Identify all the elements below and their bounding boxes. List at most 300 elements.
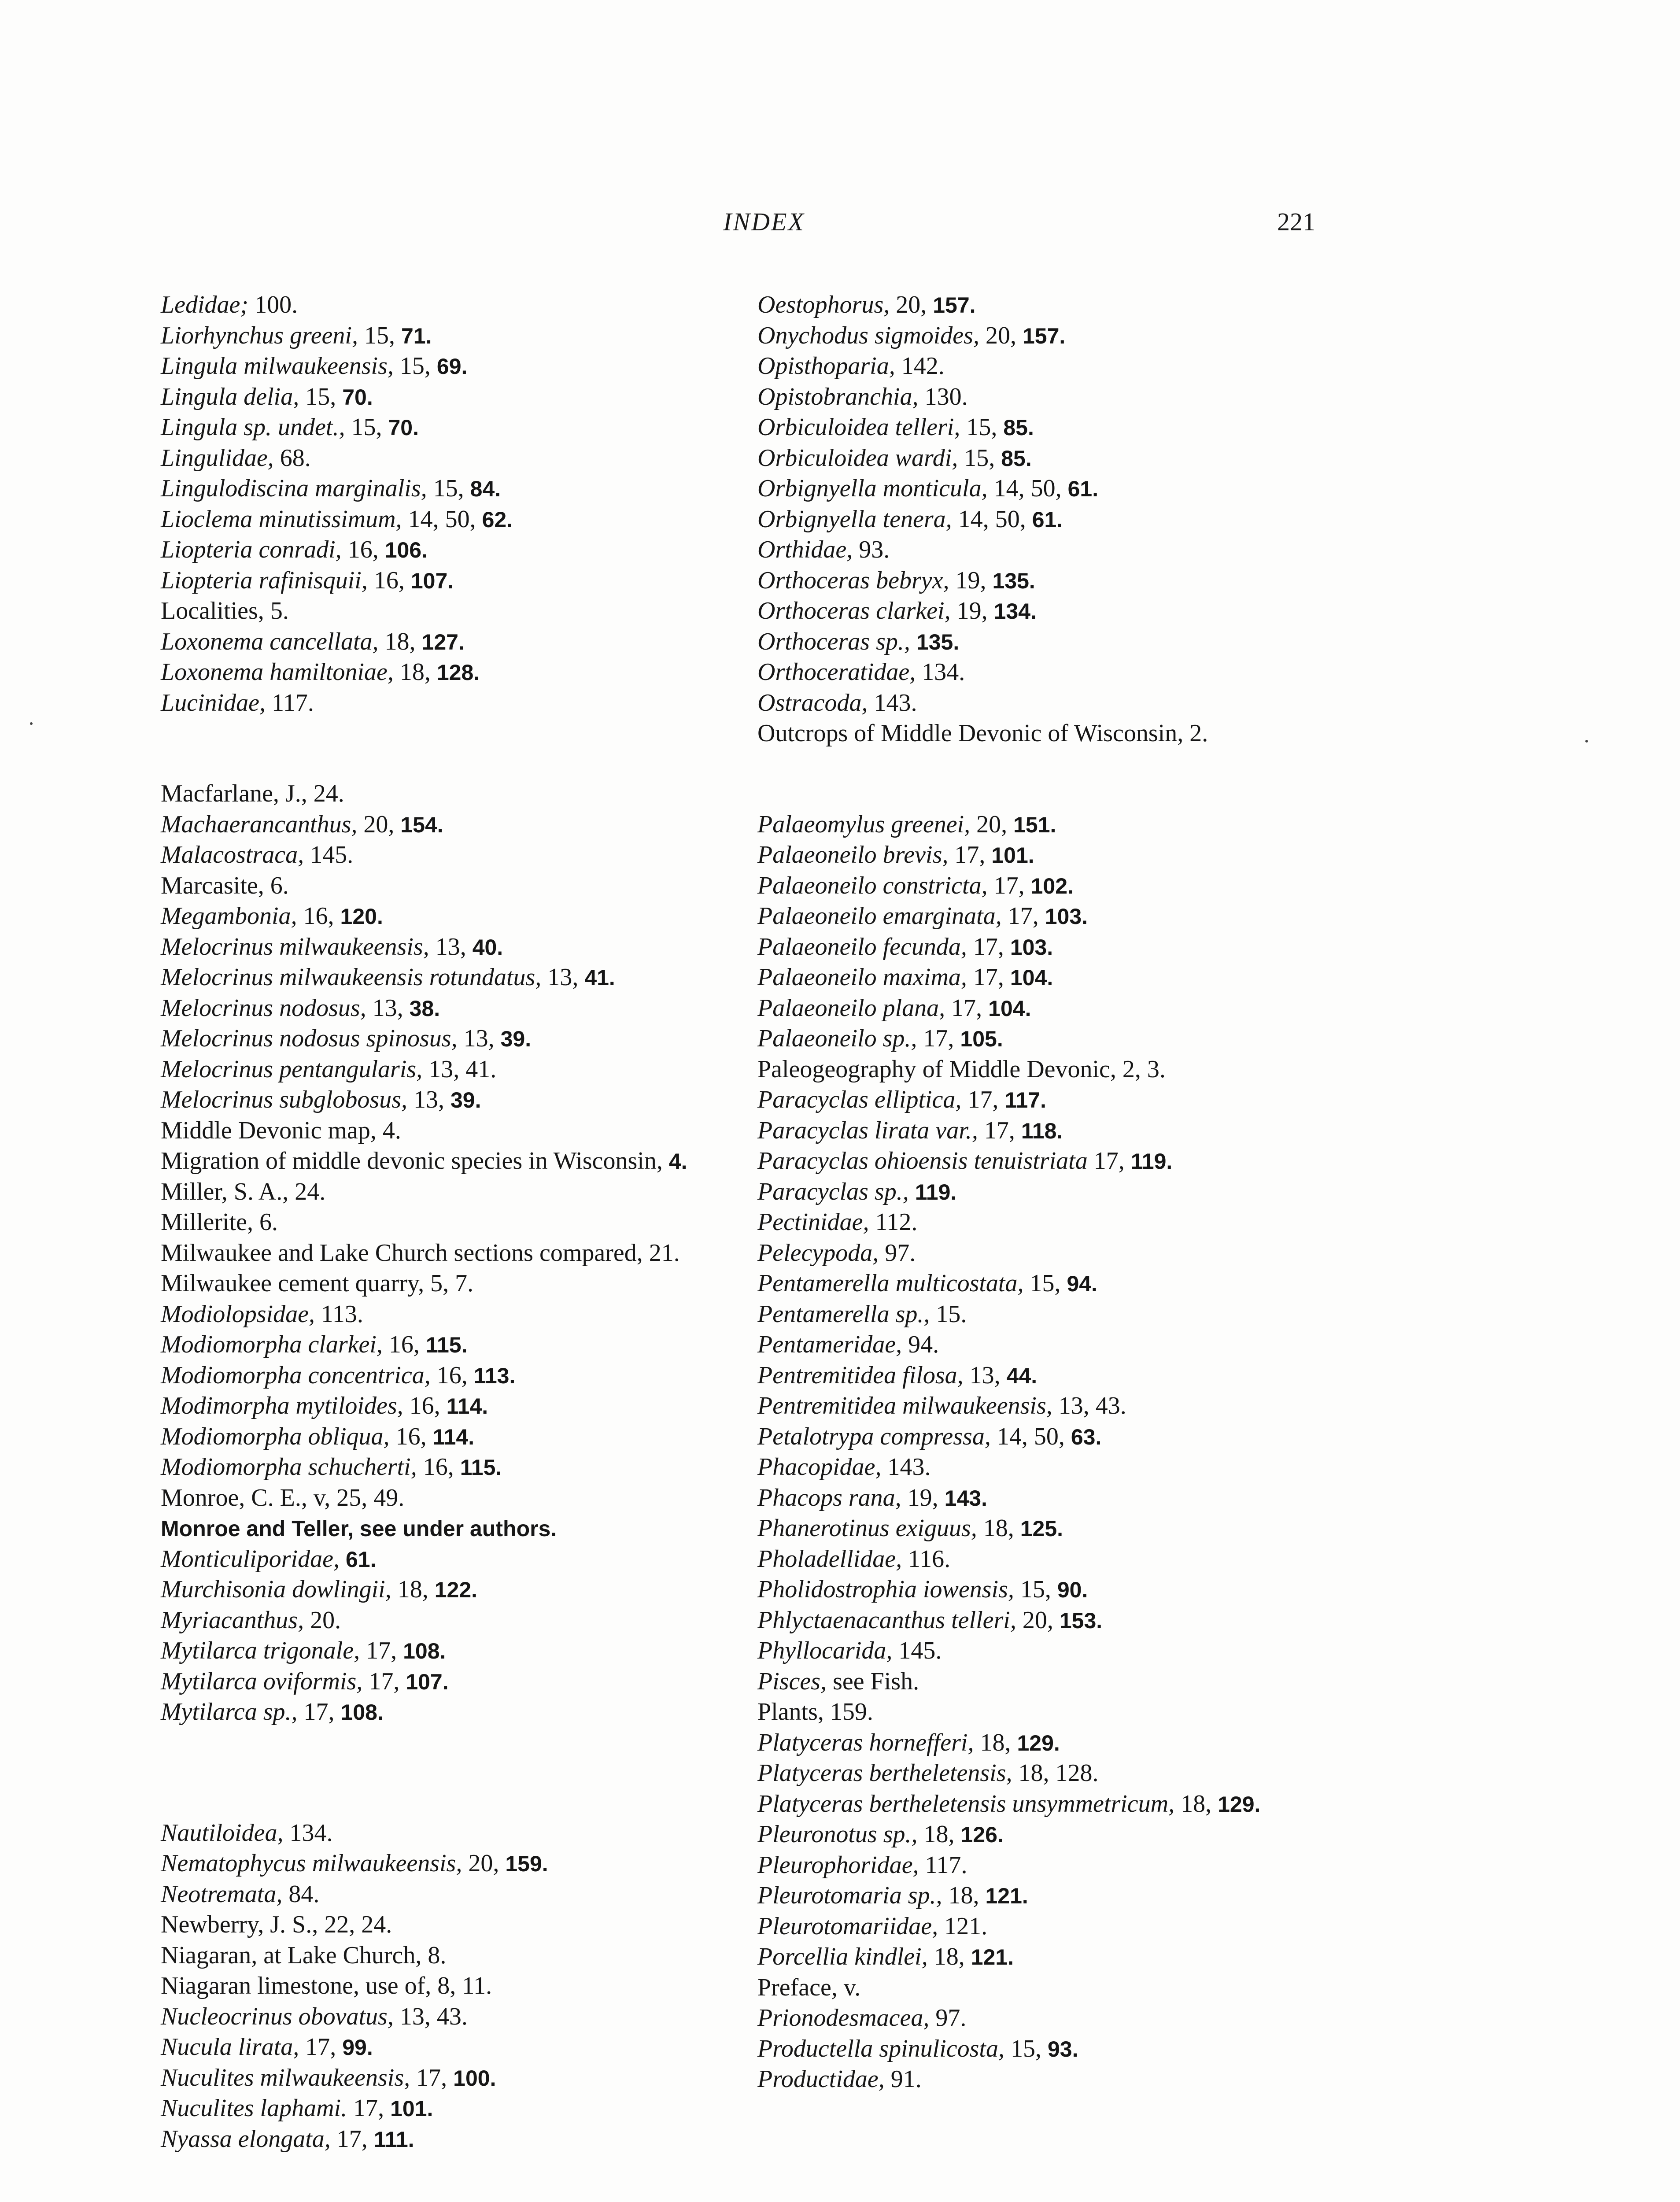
entry-term: Nuculites milwaukeensis, <box>161 2064 410 2091</box>
index-entry <box>161 1666 742 1697</box>
entry-term: Orthoceras clarkei, <box>757 597 951 624</box>
entry-principal-page: 115. <box>425 1333 468 1357</box>
entry-term: Ostracoda, <box>757 689 868 717</box>
entry-term: Murchisonia dowlingii, <box>161 1576 391 1603</box>
entry-term: Lingula delia, <box>161 383 299 410</box>
entry-page-refs: 17, <box>410 2064 454 2091</box>
entry-principal-page: 85. <box>1001 446 1032 471</box>
entry-page-refs: 14, 50, <box>987 475 1068 502</box>
entry-principal-page: 61. <box>345 1547 377 1572</box>
index-entry <box>757 657 1339 688</box>
entry-page-refs: 17, <box>1001 902 1045 930</box>
entry-page-refs: 117. <box>919 1851 967 1879</box>
entry-page-refs: 16, <box>403 1392 447 1419</box>
entry-principal-page: 157. <box>933 293 976 318</box>
entry-page-refs: 24. <box>307 780 344 807</box>
entry-term: Productidae, <box>757 2065 885 2093</box>
index-entry <box>757 473 1339 504</box>
entry-page-refs <box>663 1147 669 1175</box>
index-entry <box>161 1391 742 1422</box>
entry-page-refs: 22, 24. <box>318 1911 392 1938</box>
index-entry <box>161 809 742 840</box>
entry-page-refs: 18, <box>391 1576 435 1603</box>
entry-page-refs: 16, <box>341 536 385 563</box>
entry-page-refs: 17, <box>978 1116 1021 1144</box>
entry-term: Millerite, <box>161 1208 253 1236</box>
index-entry <box>161 2063 742 2094</box>
index-entry <box>757 1023 1339 1054</box>
entry-term: Melocrinus milwaukeensis rotundatus, <box>161 964 542 991</box>
entry-page-refs: 16, <box>367 566 411 594</box>
entry-page-refs: 14, 50, <box>402 505 482 533</box>
entry-term: Palaeoneilo fecunda, <box>757 933 967 961</box>
entry-principal-page: 69. <box>436 354 468 379</box>
entry-term: Melocrinus nodosus spinosus, <box>161 1025 458 1052</box>
entry-principal-page: 126. <box>960 1822 1004 1847</box>
entry-principal-page: 134. <box>993 599 1037 624</box>
entry-page-refs: 18, <box>917 1821 961 1848</box>
entry-term: Monticuliporidae, <box>161 1545 340 1573</box>
index-entry <box>757 412 1339 443</box>
index-entry <box>757 351 1339 382</box>
entry-term: Melocrinus milwaukeensis, <box>161 933 429 961</box>
entry-page-refs: 117. <box>265 689 314 717</box>
entry-term: Lucinidae, <box>161 689 266 717</box>
entry-page-refs: 20. <box>304 1606 341 1634</box>
entry-term: Loxonema cancellata, <box>161 628 379 655</box>
index-entry <box>161 1910 742 1940</box>
entry-term: Petalotrypa compressa, <box>757 1422 991 1450</box>
page-title: INDEX <box>723 207 805 236</box>
index-entry <box>161 1023 742 1054</box>
index-entry <box>161 382 742 413</box>
entry-term: Pectinidae, <box>757 1208 869 1236</box>
index-entry <box>757 1942 1339 1973</box>
index-entry <box>161 2002 742 2032</box>
entry-term: Orbignyella monticula, <box>757 475 988 502</box>
entry-page-refs: 6. <box>253 1208 278 1236</box>
entry-principal-page: 113. <box>473 1363 516 1388</box>
index-entry <box>757 1268 1339 1299</box>
entry-page-refs: 15, <box>960 414 1004 441</box>
index-entry <box>757 962 1339 993</box>
index-entry <box>757 1911 1339 1942</box>
index-entry <box>161 657 742 688</box>
entry-principal-page: 135. <box>992 568 1035 593</box>
index-entry <box>757 1360 1339 1391</box>
entry-term: Loxonema hamiltoniae, <box>161 658 394 686</box>
entry-page-refs: 18, <box>378 628 422 655</box>
index-entry <box>161 1299 742 1330</box>
entry-page-refs: 17, <box>967 964 1010 991</box>
entry-principal-page: 120. <box>340 904 383 929</box>
entry-page-refs: v. <box>837 1973 861 2001</box>
index-entry <box>757 535 1339 565</box>
entry-principal-page: Monroe and Teller, see under authors. <box>161 1516 557 1541</box>
entry-principal-page: 61. <box>1067 477 1099 501</box>
entry-term: Phacopidae, <box>757 1453 882 1481</box>
index-entry <box>161 1636 742 1666</box>
entry-term: Ledidae; <box>161 291 249 318</box>
entry-term: Lioclema minutissimum, <box>161 505 402 533</box>
index-entry <box>757 901 1339 932</box>
entry-principal-page: 90. <box>1057 1578 1088 1602</box>
group-spacer <box>757 749 1339 809</box>
entry-term: Melocrinus subglobosus, <box>161 1086 407 1113</box>
entry-term: Milwaukee cement quarry, <box>161 1270 425 1297</box>
entry-term: Platyceras bertheletensis, <box>757 1759 1012 1787</box>
entry-term: Liopteria conradi, <box>161 536 342 563</box>
entry-page-refs <box>909 1178 915 1205</box>
entry-page-refs: 6. <box>264 872 289 899</box>
group-spacer <box>161 1728 742 1818</box>
entry-page-refs: 145. <box>304 841 354 868</box>
index-entry <box>161 443 742 474</box>
index-entry <box>757 627 1339 658</box>
index-entry <box>161 596 742 627</box>
entry-term: Pleurotomaria sp., <box>757 1882 942 1909</box>
index-entry <box>757 1666 1339 1697</box>
index-entry <box>161 1238 742 1269</box>
entry-term: Nematophycus milwaukeensis, <box>161 1850 462 1877</box>
index-entry <box>161 290 742 321</box>
entry-page-refs: 19, <box>901 1484 945 1511</box>
entry-term: Phlyctaenacanthus telleri, <box>757 1606 1016 1634</box>
entry-page-refs: 17, <box>961 1086 1005 1113</box>
entry-page-refs: 116. <box>902 1545 951 1573</box>
index-entry <box>161 1207 742 1238</box>
entry-page-refs: 19, <box>950 597 994 624</box>
entry-principal-page: 114. <box>446 1394 488 1419</box>
entry-page-refs: 20, <box>357 810 401 838</box>
entry-page-refs: 16, <box>297 902 340 930</box>
entry-term: Modiomorpha clarkei, <box>161 1331 383 1358</box>
entry-page-refs: 14, 50, <box>952 505 1032 533</box>
index-entry <box>757 1574 1339 1605</box>
entry-term: Pisces, <box>757 1667 827 1695</box>
entry-term: Prionodesmacea, <box>757 2004 930 2032</box>
entry-principal-page: 159. <box>505 1851 548 1876</box>
entry-term: Productella spinulicosta, <box>757 2035 1004 2062</box>
entry-page-refs: v, 25, 49. <box>307 1484 405 1511</box>
entry-term: Nautiloidea, <box>161 1819 284 1847</box>
entry-principal-page: 115. <box>460 1455 502 1480</box>
entry-page-refs: 13, 41. <box>422 1055 497 1083</box>
entry-page-refs: 8, 11. <box>431 1972 492 1999</box>
entry-page-refs: 18, 128. <box>1012 1759 1099 1787</box>
entry-term: Marcasite, <box>161 872 264 899</box>
entry-term: Platyceras hornefferi, <box>757 1729 974 1756</box>
index-entry <box>161 1085 742 1116</box>
entry-page-refs <box>340 1545 346 1573</box>
index-entry <box>757 1146 1339 1177</box>
entry-term: Porcellia kindlei, <box>757 1943 928 1970</box>
index-entry <box>161 1544 742 1575</box>
index-entry <box>161 1848 742 1879</box>
entry-page-refs: 16, <box>389 1422 433 1450</box>
entry-page-refs: 17, <box>945 994 989 1022</box>
index-group-l <box>161 290 742 718</box>
entry-page-refs: 121. <box>938 1912 988 1940</box>
index-column-right <box>757 290 1339 2095</box>
entry-term: Palaeoneilo plana, <box>757 994 945 1022</box>
entry-term: Pentremitidea filosa, <box>757 1361 964 1389</box>
entry-term: Paracyclas lirata var., <box>757 1116 978 1144</box>
entry-page-refs: 13, <box>429 933 473 961</box>
entry-term: Phyllocarida, <box>757 1637 893 1664</box>
entry-principal-page: 94. <box>1067 1271 1098 1296</box>
index-entry <box>161 962 742 993</box>
entry-page-refs: 13, <box>366 994 410 1022</box>
entry-term: Mytilarca sp., <box>161 1698 298 1725</box>
index-entry <box>757 2003 1339 2034</box>
index-entry <box>757 321 1339 351</box>
entry-principal-page: 102. <box>1030 873 1074 898</box>
index-entry <box>757 1330 1339 1360</box>
entry-principal-page: 153. <box>1059 1608 1103 1633</box>
entry-page-refs: 4. <box>376 1116 401 1144</box>
entry-principal-page: 39. <box>450 1088 481 1112</box>
entry-term: Platyceras bertheletensis unsymmetricum, <box>757 1790 1175 1818</box>
entry-page-refs: 15, <box>1014 1576 1057 1603</box>
index-entry <box>161 932 742 963</box>
entry-principal-page: 105. <box>960 1027 1003 1051</box>
index-entry <box>757 1483 1339 1514</box>
entry-term: Malacostraca, <box>161 841 304 868</box>
entry-principal-page: 111. <box>373 2127 414 2152</box>
index-entry <box>757 1207 1339 1238</box>
entry-term: Pleurophoridae, <box>757 1851 919 1879</box>
entry-term: Migration of middle devonic species in Wisconsin, <box>161 1147 663 1175</box>
index-entry <box>757 1422 1339 1452</box>
entry-principal-page: 70. <box>342 384 373 410</box>
entry-page-refs: 17, <box>967 933 1010 961</box>
entry-page-refs: 13, <box>963 1361 1007 1389</box>
entry-term: Milwaukee and Lake Church sections compared, <box>161 1239 643 1267</box>
entry-page-refs: 134. <box>283 1819 333 1847</box>
entry-term: Lingulidae, <box>161 444 274 472</box>
entry-page-refs: 19, <box>949 566 993 594</box>
index-entry <box>161 1513 742 1544</box>
entry-term: Localities, <box>161 597 264 624</box>
index-entry <box>161 565 742 596</box>
index-entry <box>757 1513 1339 1544</box>
index-entry <box>161 1605 742 1636</box>
entry-page-refs: 112. <box>869 1208 918 1236</box>
entry-page-refs: 18, <box>977 1515 1020 1542</box>
entry-term: Lingula sp. undet., <box>161 414 345 441</box>
index-entry <box>161 1452 742 1483</box>
entry-page-refs: 18, <box>393 658 437 686</box>
entry-page-refs: 145. <box>892 1637 942 1664</box>
index-entry <box>757 596 1339 627</box>
index-entry <box>757 504 1339 535</box>
entry-page-refs: 15, <box>299 383 343 410</box>
entry-term: Pentremitidea milwaukeensis, <box>757 1392 1052 1419</box>
entry-page-refs: 84. <box>282 1880 320 1908</box>
index-entry <box>161 1940 742 1971</box>
entry-term: Mytilarca oviformis, <box>161 1667 363 1695</box>
entry-principal-page: 103. <box>1045 904 1088 929</box>
entry-term: Oestophorus, <box>757 291 890 318</box>
entry-page-refs: 13, <box>541 964 585 991</box>
index-entry <box>161 1422 742 1452</box>
index-entry <box>757 1789 1339 1820</box>
entry-principal-page: 121. <box>971 1945 1014 1969</box>
index-entry <box>161 1879 742 1910</box>
index-entry <box>161 840 742 871</box>
entry-term: Pholadellidae, <box>757 1545 902 1573</box>
entry-page-refs: 15, <box>1004 2035 1048 2062</box>
entry-term: Paracyclas ohioensis tenuistriata <box>757 1147 1088 1175</box>
index-entry <box>161 473 742 504</box>
entry-term: Lingulodiscina marginalis, <box>161 475 427 502</box>
entry-principal-page: 127. <box>421 629 465 654</box>
entry-term: Machaerancanthus, <box>161 810 358 838</box>
entry-page-refs: 143. <box>881 1453 931 1481</box>
entry-term: Orthoceratidae, <box>757 658 916 686</box>
entry-page-refs: 18, <box>927 1943 971 1970</box>
entry-principal-page: 129. <box>1218 1792 1261 1817</box>
entry-page-refs: 16, <box>382 1331 426 1358</box>
entry-page-refs: 16, <box>430 1361 474 1389</box>
entry-page-refs: 14, 50, <box>990 1422 1071 1450</box>
index-column-left <box>161 290 742 2154</box>
entry-page-refs: 15, <box>427 475 470 502</box>
entry-term: Megambonia, <box>161 902 297 930</box>
entry-term: Modiomorpha obliqua, <box>161 1422 390 1450</box>
entry-term: Liorhynchus greeni, <box>161 321 358 349</box>
entry-term: Phanerotinus exiguus, <box>757 1515 977 1542</box>
entry-page-refs: 20, <box>979 321 1023 349</box>
index-group-p <box>757 809 1339 2095</box>
entry-page-refs: 2. <box>1183 720 1208 747</box>
entry-principal-page: 71. <box>401 323 432 348</box>
entry-term: Palaeoneilo emarginata, <box>757 902 1002 930</box>
entry-page-refs: 20, <box>1016 1606 1060 1634</box>
entry-principal-page: 128. <box>436 660 480 685</box>
index-entry <box>161 688 742 719</box>
entry-page-refs: 94. <box>902 1331 939 1358</box>
entry-term: Modiomorpha schucherti, <box>161 1453 417 1481</box>
entry-page-refs: 113. <box>314 1300 363 1328</box>
entry-page-refs <box>910 628 916 655</box>
entry-page-refs: 130. <box>918 383 968 410</box>
entry-principal-page: 38. <box>409 996 440 1021</box>
entry-page-refs: 21. <box>642 1239 680 1267</box>
entry-term: Orthoceras sp., <box>757 628 910 655</box>
entry-term: Orthidae, <box>757 536 853 563</box>
entry-term: Pelecypoda, <box>757 1239 879 1267</box>
index-entry <box>161 1146 742 1177</box>
index-entry <box>161 504 742 535</box>
index-entry <box>757 1728 1339 1759</box>
entry-page-refs: 68. <box>273 444 311 472</box>
entry-page-refs: 17, <box>917 1025 960 1052</box>
entry-page-refs: 159. <box>823 1698 873 1725</box>
entry-term: Nucula lirata, <box>161 2033 299 2061</box>
entry-principal-page: 100. <box>453 2065 496 2091</box>
entry-page-refs: 13, 43. <box>393 2002 468 2030</box>
entry-page-refs: 15, <box>958 444 1001 472</box>
entry-page-refs: 18, <box>942 1882 986 1909</box>
entry-term: Pentamerella sp., <box>757 1300 930 1328</box>
entry-term: Nucleocrinus obovatus, <box>161 2002 394 2030</box>
entry-page-refs: 100. <box>248 291 298 318</box>
index-entry <box>757 993 1339 1024</box>
entry-principal-page: 61. <box>1032 507 1063 532</box>
entry-page-refs: 17, <box>1087 1147 1131 1175</box>
entry-page-refs: 13, <box>407 1086 450 1113</box>
entry-page-refs: 17, <box>347 2095 391 2122</box>
index-entry <box>161 627 742 658</box>
index-entry <box>161 1818 742 1849</box>
index-entry <box>161 1360 742 1391</box>
entry-principal-page: 143. <box>944 1485 987 1511</box>
entry-term: Melocrinus pentangularis, <box>161 1055 423 1083</box>
entry-term: Palaeomylus greenei, <box>757 810 971 838</box>
index-entry <box>161 1330 742 1360</box>
entry-page-refs: 5. <box>264 597 289 624</box>
entry-term: Pentamerella multicostata, <box>757 1270 1024 1297</box>
index-group-n <box>161 1818 742 2155</box>
index-entry <box>161 779 742 809</box>
entry-term: Pleuronotus sp., <box>757 1821 918 1848</box>
entry-principal-page: 62. <box>482 507 513 532</box>
entry-term: Paleogeography of Middle Devonic, <box>757 1055 1116 1083</box>
index-entry <box>757 1238 1339 1269</box>
entry-term: Palaeoneilo sp., <box>757 1025 917 1052</box>
entry-principal-page: 151. <box>1013 812 1056 837</box>
entry-term: Miller, S. A., <box>161 1178 289 1205</box>
entry-page-refs: 134. <box>916 658 965 686</box>
entry-principal-page: 39. <box>500 1027 532 1051</box>
entry-term: Orbiculoidea wardi, <box>757 444 958 472</box>
entry-term: Lingula milwaukeensis, <box>161 352 394 380</box>
entry-principal-page: 125. <box>1020 1516 1063 1541</box>
index-entry <box>161 1116 742 1146</box>
entry-principal-page: 63. <box>1071 1424 1102 1449</box>
entry-term: Liopteria rafinisquii, <box>161 566 368 594</box>
entry-term: Melocrinus nodosus, <box>161 994 366 1022</box>
entry-principal-page: 129. <box>1017 1730 1060 1755</box>
index-entry <box>757 1177 1339 1208</box>
entry-page-refs: 17, <box>987 872 1031 899</box>
index-entry <box>757 932 1339 963</box>
entry-page-refs: 18, <box>974 1729 1017 1756</box>
index-entry <box>757 1819 1339 1850</box>
entry-term: Pholidostrophia iowensis, <box>757 1576 1014 1603</box>
index-entry <box>757 1758 1339 1789</box>
index-entry <box>757 2034 1339 2065</box>
entry-term: Monroe, C. E., <box>161 1484 307 1511</box>
index-group-o <box>757 290 1339 749</box>
entry-term: Paracyclas sp., <box>757 1178 909 1205</box>
entry-principal-page: 40. <box>472 935 503 960</box>
index-entry <box>757 1085 1339 1116</box>
entry-principal-page: 70. <box>388 415 419 440</box>
index-entry <box>161 871 742 901</box>
entry-principal-page: 99. <box>342 2035 373 2060</box>
group-spacer <box>161 718 742 779</box>
entry-principal-page: 84. <box>470 477 501 501</box>
entry-term: Orbiculoidea telleri, <box>757 414 960 441</box>
entry-principal-page: 135. <box>916 629 960 654</box>
entry-term: Nyassa elongata, <box>161 2125 331 2153</box>
page-number: 221 <box>1277 207 1315 236</box>
entry-term: Palaeoneilo constricta, <box>757 872 988 899</box>
index-entry <box>757 382 1339 413</box>
